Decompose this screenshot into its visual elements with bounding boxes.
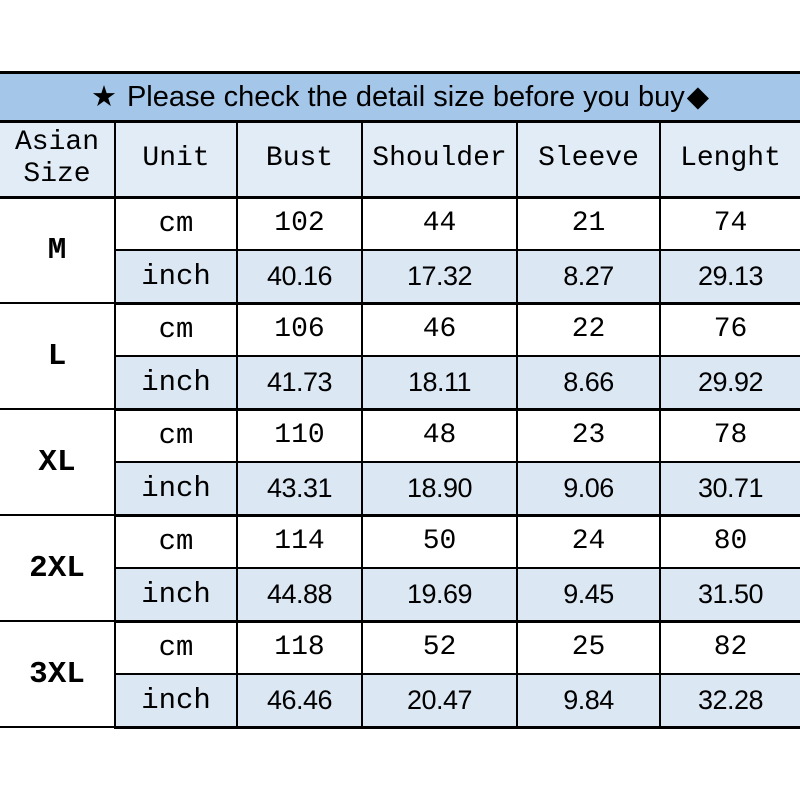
- unit-cell: inch: [115, 462, 237, 515]
- value-cell: 118: [237, 621, 362, 674]
- value-cell: 22: [517, 303, 660, 356]
- table-row-l-inch: [0, 356, 800, 409]
- size-label-m: M: [0, 197, 115, 303]
- value-cell: 114: [237, 515, 362, 568]
- value-cell: 25: [517, 621, 660, 674]
- value-cell: 43.31: [237, 462, 362, 515]
- value-cell: 74: [660, 197, 800, 250]
- unit-cell: cm: [115, 409, 237, 462]
- value-cell: 80: [660, 515, 800, 568]
- value-cell: 24: [517, 515, 660, 568]
- col-header-bust: Bust: [237, 123, 362, 197]
- col-header-unit: Unit: [115, 123, 237, 197]
- table-row-xl-cm: [0, 409, 800, 462]
- value-cell: 30.71: [660, 462, 800, 515]
- top-spacer: [0, 0, 800, 71]
- value-cell: 102: [237, 197, 362, 250]
- table-row-3xl-inch: [0, 674, 800, 727]
- col-header-asian-size: Asian Size: [0, 123, 115, 197]
- table-row-xl-inch: [0, 462, 800, 515]
- value-cell: 76: [660, 303, 800, 356]
- value-cell: 17.32: [362, 250, 517, 303]
- table-row-m-cm: [0, 197, 800, 250]
- value-cell: 8.66: [517, 356, 660, 409]
- value-cell: 29.13: [660, 250, 800, 303]
- size-label-3xl: 3XL: [0, 621, 115, 727]
- value-cell: 9.45: [517, 568, 660, 621]
- value-cell: 52: [362, 621, 517, 674]
- diamond-icon: ◆: [686, 81, 710, 113]
- value-cell: 9.06: [517, 462, 660, 515]
- table-row-l-cm: [0, 303, 800, 356]
- value-cell: 32.28: [660, 674, 800, 727]
- value-cell: 106: [237, 303, 362, 356]
- value-cell: 78: [660, 409, 800, 462]
- table-row-2xl-cm: [0, 515, 800, 568]
- unit-cell: inch: [115, 568, 237, 621]
- size-label-l: L: [0, 303, 115, 409]
- star-icon: ★: [90, 81, 117, 113]
- value-cell: 23: [517, 409, 660, 462]
- col-header-sleeve: Sleeve: [517, 123, 660, 197]
- unit-cell: inch: [115, 356, 237, 409]
- value-cell: 8.27: [517, 250, 660, 303]
- unit-cell: inch: [115, 250, 237, 303]
- value-cell: 82: [660, 621, 800, 674]
- value-cell: 110: [237, 409, 362, 462]
- value-cell: 31.50: [660, 568, 800, 621]
- value-cell: 44: [362, 197, 517, 250]
- unit-cell: inch: [115, 674, 237, 727]
- col-header-shoulder: Shoulder: [362, 123, 517, 197]
- unit-cell: cm: [115, 197, 237, 250]
- value-cell: 18.11: [362, 356, 517, 409]
- size-table: [0, 123, 800, 729]
- unit-cell: cm: [115, 303, 237, 356]
- value-cell: 46: [362, 303, 517, 356]
- table-row-m-inch: [0, 250, 800, 303]
- value-cell: 41.73: [237, 356, 362, 409]
- value-cell: 21: [517, 197, 660, 250]
- unit-cell: cm: [115, 621, 237, 674]
- unit-cell: cm: [115, 515, 237, 568]
- value-cell: 40.16: [237, 250, 362, 303]
- size-label-2xl: 2XL: [0, 515, 115, 621]
- banner-text: Please check the detail size before you buy: [126, 81, 685, 113]
- value-cell: 19.69: [362, 568, 517, 621]
- table-row-3xl-cm: [0, 621, 800, 674]
- value-cell: 9.84: [517, 674, 660, 727]
- header-row: [0, 123, 800, 197]
- col-header-length: Lenght: [660, 123, 800, 197]
- value-cell: 48: [362, 409, 517, 462]
- value-cell: 29.92: [660, 356, 800, 409]
- value-cell: 20.47: [362, 674, 517, 727]
- value-cell: 50: [362, 515, 517, 568]
- table-row-2xl-inch: [0, 568, 800, 621]
- value-cell: 44.88: [237, 568, 362, 621]
- size-label-xl: XL: [0, 409, 115, 515]
- value-cell: 18.90: [362, 462, 517, 515]
- value-cell: 46.46: [237, 674, 362, 727]
- banner: [0, 71, 800, 123]
